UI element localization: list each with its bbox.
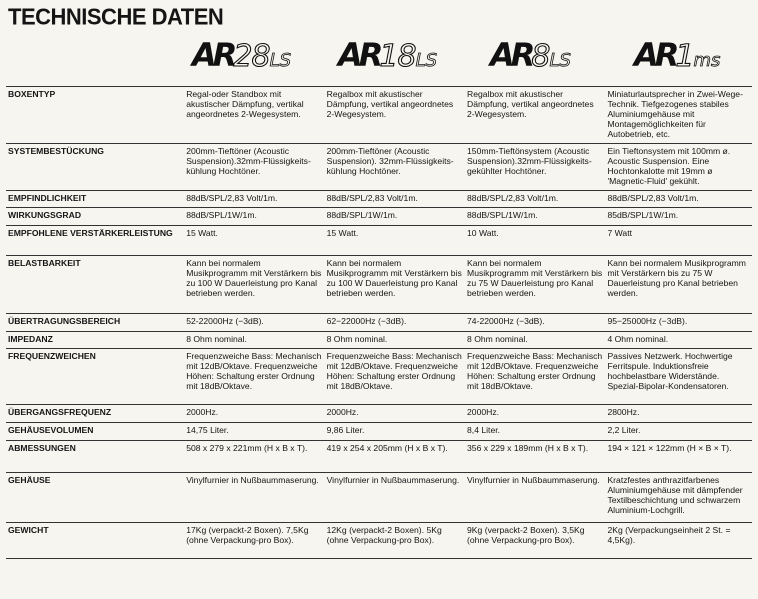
spec-value: Kratzfestes anthrazitfarbenes Aluminiumgehäuse mit dämpfender Textilbeschichtung und schwarzem Aluminium-Lochgrill. [605, 472, 752, 522]
spec-value: 4 Ohm nominal. [605, 331, 752, 348]
spec-label: SYSTEMBESTÜCKUNG [6, 143, 184, 190]
spec-value: 8 Ohm nominal. [465, 331, 605, 348]
spec-row [6, 225, 752, 255]
spec-value: 200mm-Tieftöner (Acoustic Suspension).32mm-Flüssigkeits-kühlung Hochtöner. [184, 143, 324, 190]
spec-value: 2,2 Liter. [605, 422, 752, 440]
spec-label: FREQUENZWEICHEN [6, 348, 184, 404]
spec-value: Frequenzweiche Bass: Mechanisch mit 12dB/Oktave. Frequenzweiche Höhen: Schaltung erster Ordnung mit 18dB/Oktave. [325, 348, 465, 404]
spec-row [6, 348, 752, 404]
model-logo-ar8ls: AR8LS [490, 36, 571, 74]
spec-value: 508 x 279 x 221mm (H x B x T). [184, 440, 324, 472]
spec-label: ABMESSUNGEN [6, 440, 184, 472]
spec-label: GEHÄUSE [6, 472, 184, 522]
spec-value: Passives Netzwerk. Hochwertige Ferritspule. Induktionsfreie hochbelastbare Widerstände. Spezial-Bipolar-Kondensatoren. [605, 348, 752, 404]
spec-label: WIRKUNGSGRAD [6, 207, 184, 225]
model-logo-ar1ms: AR1ms [634, 36, 721, 74]
spec-label: GEHÄUSEVOLUMEN [6, 422, 184, 440]
spec-value: 8 Ohm nominal. [184, 331, 324, 348]
spec-value: 95−25000Hz (−3dB). [605, 313, 752, 331]
spec-value: 15 Watt. [325, 225, 465, 255]
spec-label: EMPFINDLICHKEIT [6, 190, 184, 207]
spec-value: 8 Ohm nominal. [325, 331, 465, 348]
spec-value: 10 Watt. [465, 225, 605, 255]
spec-value: 2000Hz. [325, 404, 465, 422]
spec-value: 150mm-Tieftönsystem (Acoustic Suspension).32mm-Flüssigkeits-gekühlter Hochtöner. [465, 143, 605, 190]
model-logo-ar28ls: AR28LS [192, 36, 292, 74]
spec-value: 2000Hz. [465, 404, 605, 422]
spec-value: 8,4 Liter. [465, 422, 605, 440]
spec-value: 9Kg (verpackt-2 Boxen). 3,5Kg (ohne Verpackung-pro Box). [465, 522, 605, 558]
spec-value: 194 × 121 × 122mm (H × B × T). [605, 440, 752, 472]
spec-row [6, 255, 752, 313]
spec-value: 419 x 254 x 205mm (H x B x T). [325, 440, 465, 472]
spec-value: 9,86 Liter. [325, 422, 465, 440]
spec-row [6, 404, 752, 422]
spec-value: Regal-oder Standbox mit akustischer Dämpfung, vertikal angeordnetes 2-Wegesystem. [184, 87, 324, 144]
spec-row [6, 440, 752, 472]
spec-value: Kann bei normalem Musikprogramm mit Verstärkern bis zu 100 W Dauerleistung pro Kanal betrieben werden. [325, 255, 465, 313]
spec-value: 7 Watt [605, 225, 752, 255]
spec-value: 2Kg (Verpackungseinheit 2 St. = 4,5Kg). [605, 522, 752, 558]
spec-value: 2800Hz. [605, 404, 752, 422]
spec-value: Vinylfurnier in Nußbaummaserung. [465, 472, 605, 522]
spec-label: EMPFOHLENE VERSTÄRKERLEISTUNG [6, 225, 184, 255]
spec-label: GEWICHT [6, 522, 184, 558]
spec-value: 356 x 229 x 189mm (H x B x T). [465, 440, 605, 472]
spec-value: Regalbox mit akustischer Dämpfung, vertikal angeordnetes 2-Wegesystem. [325, 87, 465, 144]
spec-value: 2000Hz. [184, 404, 324, 422]
spec-value: 52-22000Hz (−3dB). [184, 313, 324, 331]
spec-value: Kann bei normalem Musikprogramm mit Verstärkern bis zu 75 W Dauerleistung pro Kanal betrieben werden. [605, 255, 752, 313]
spec-label: BELASTBARKEIT [6, 255, 184, 313]
spec-value: Vinylfurnier in Nußbaummaserung. [325, 472, 465, 522]
spec-label: ÜBERTRAGUNGSBEREICH [6, 313, 184, 331]
spec-value: 12Kg (verpackt-2 Boxen). 5Kg (ohne Verpackung-pro Box). [325, 522, 465, 558]
model-logo-ar18ls: AR18LS [338, 36, 438, 74]
spec-row [6, 472, 752, 522]
spec-row [6, 522, 752, 558]
spec-value: Kann bei normalem Musikprogramm mit Verstärkern bis zu 75 W Dauerleistung pro Kanal betrieben werden. [465, 255, 605, 313]
spec-value: 88dB/SPL/2,83 Volt/1m. [465, 190, 605, 207]
spec-label: ÜBERGANGSFREQUENZ [6, 404, 184, 422]
spec-row [6, 207, 752, 225]
spec-row [6, 143, 752, 190]
spec-value: 88dB/SPL/2,83 Volt/1m. [184, 190, 324, 207]
spec-value: 88dB/SPL/1W/1m. [325, 207, 465, 225]
spec-table [6, 86, 752, 559]
spec-value: 17Kg (verpackt-2 Boxen). 7,5Kg (ohne Verpackung-pro Box). [184, 522, 324, 558]
spec-row [6, 331, 752, 348]
spec-value: Vinylfurnier in Nußbaummaserung. [184, 472, 324, 522]
spec-value: Miniaturlautsprecher in Zwei-Wege-Technik. Tiefgezogenes stabiles Aluminiumgehäuse mit Montagemöglichkeiten für Autobetrieb, etc. [605, 87, 752, 144]
page-title: TECHNISCHE DATEN [8, 3, 224, 30]
spec-value: 88dB/SPL/1W/1m. [184, 207, 324, 225]
spec-value: Frequenzweiche Bass: Mechanisch mit 12dB/Oktave. Frequenzweiche Höhen: Schaltung erster Ordnung mit 18dB/Oktave. [465, 348, 605, 404]
spec-row [6, 190, 752, 207]
spec-value: 88dB/SPL/2,83 Volt/1m. [325, 190, 465, 207]
spec-label: BOXENTYP [6, 87, 184, 144]
spec-value: Kann bei normalem Musikprogramm mit Verstärkern bis zu 100 W Dauerleistung pro Kanal betrieben werden. [184, 255, 324, 313]
spec-value: 88dB/SPL/2,83 Volt/1m. [605, 190, 752, 207]
spec-value: Ein Tieftonsystem mit 100mm ø. Acoustic Suspension. Eine Hochtonkalotte mit 19mm ø 'Magnetic-Fluid' gekühlt. [605, 143, 752, 190]
spec-value: Regalbox mit akustischer Dämpfung, vertikal angeordnetes 2-Wegesystem. [465, 87, 605, 144]
spec-row [6, 422, 752, 440]
spec-value: 14,75 Liter. [184, 422, 324, 440]
spec-value: 200mm-Tieftöner (Acoustic Suspension). 32mm-Flüssigkeits-kühlung Hochtöner. [325, 143, 465, 190]
spec-label: IMPEDANZ [6, 331, 184, 348]
spec-value: 74-22000Hz (−3dB). [465, 313, 605, 331]
spec-value: 85dB/SPL/1W/1m. [605, 207, 752, 225]
spec-value: Frequenzweiche Bass: Mechanisch mit 12dB/Oktave. Frequenzweiche Höhen: Schaltung erster Ordnung mit 18dB/Oktave. [184, 348, 324, 404]
spec-value: 15 Watt. [184, 225, 324, 255]
model-header-row [0, 36, 758, 86]
spec-value: 62−22000Hz (−3dB). [325, 313, 465, 331]
spec-row [6, 313, 752, 331]
spec-value: 88dB/SPL/1W/1m. [465, 207, 605, 225]
spec-row [6, 87, 752, 144]
